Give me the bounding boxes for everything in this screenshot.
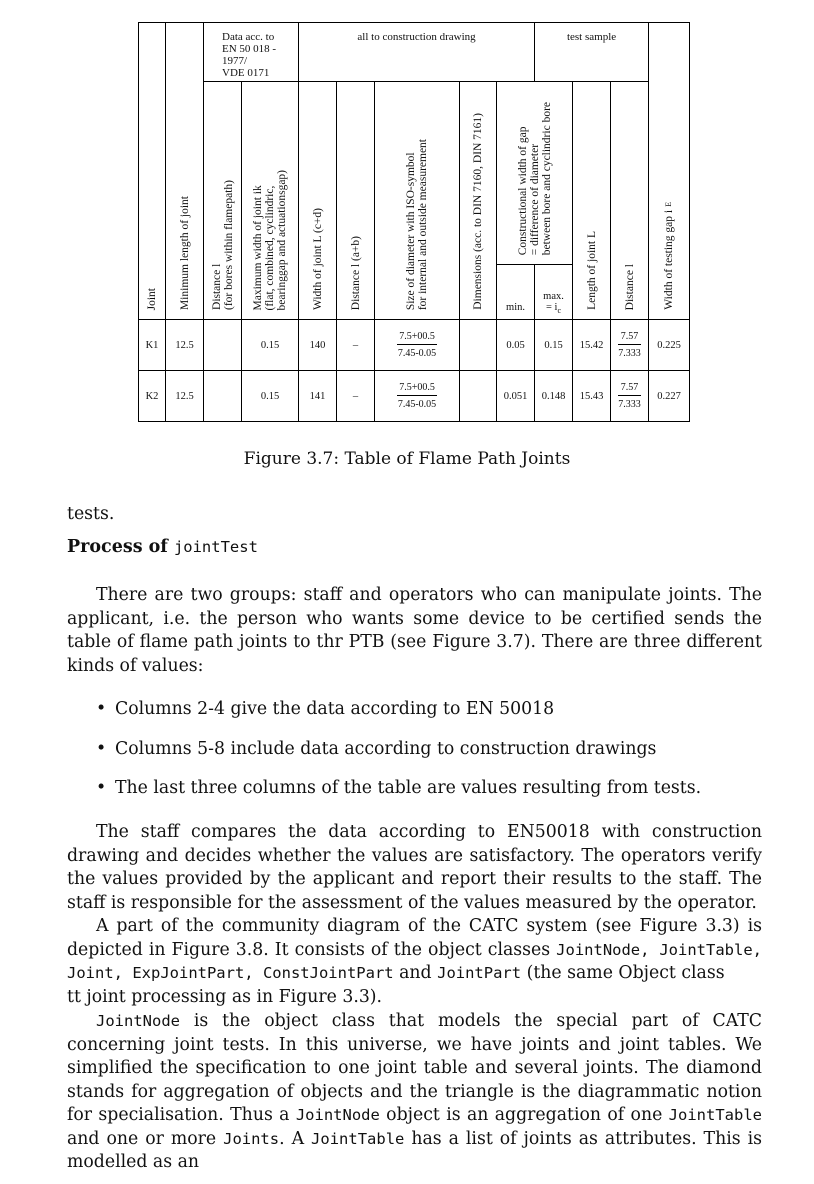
header-distance-ab: Distance l (a+b) — [337, 82, 375, 320]
cell-max-width: 0.15 — [242, 371, 299, 422]
header-min-length: Minimum length of joint — [166, 23, 204, 320]
paragraph-groups: There are two groups: staff and operators who can manipulate joints. The applicant, i.e. the person who wants some device to be certified sends the table of flame path joints to thr PTB (see Figure 3.7). There are three different kinds of values: — [67, 585, 762, 676]
cell-width-joint: 141 — [299, 371, 337, 422]
values-bullet-list — [96, 698, 776, 817]
header-min: min. — [497, 265, 535, 320]
cell-distance-ab: – — [337, 320, 375, 371]
header-distance-l: Distance l (for bores within flamepath) — [204, 82, 242, 320]
cell-min: 0.051 — [497, 371, 535, 422]
header-length-joint: Length of joint L — [573, 82, 611, 320]
flame-path-table-figure — [138, 22, 689, 422]
group-header-test-sample: test sample — [535, 23, 649, 82]
cell-dimensions — [460, 371, 497, 422]
table-row — [139, 371, 690, 422]
cell-min-length: 12.5 — [166, 371, 204, 422]
table-row — [139, 320, 690, 371]
cell-distance-ab: – — [337, 371, 375, 422]
cell-length-joint: 15.43 — [573, 371, 611, 422]
bullet-icon: • — [96, 778, 107, 798]
cell-distance-l — [204, 320, 242, 371]
cell-joint: K2 — [139, 371, 166, 422]
list-item: • Columns 2-4 give the data according to EN 50018 — [96, 699, 555, 719]
flame-path-joints-table — [138, 22, 690, 422]
cell-width-testing: 0.225 — [649, 320, 690, 371]
paragraph-jointnode: JointNode is the object class that models the special part of CATC concerning joint tests. In this universe, we have joints and joint tables. We simplified the specification to one joint table and several joints. The diamond stands for aggregation of objects and the triangle is the diagrammatic notion for specialisation. Thus a JointNode object is an aggregation of one JointTable and one or more Joints. A JointTable has a list of joints as attributes. This is modelled as an — [67, 1011, 762, 1172]
cell-width-joint: 140 — [299, 320, 337, 371]
cell-distance-test: $\frac{7.57}{7.333}$ — [611, 371, 649, 422]
cell-width-testing: 0.227 — [649, 371, 690, 422]
cell-max-width: 0.15 — [242, 320, 299, 371]
group-header-construction: all to construction drawing — [299, 23, 535, 82]
list-item: • The last three columns of the table are values resulting from tests. — [96, 778, 702, 798]
header-max: max. = $i_c$ — [535, 265, 573, 320]
cell-min-length: 12.5 — [166, 320, 204, 371]
header-width-testing-gap: Width of testing gap $i_E$ — [649, 23, 690, 320]
group-header-en50018: Data acc. to EN 50 018 - 1977/ VDE 0171 — [204, 23, 299, 82]
cell-length-joint: 15.42 — [573, 320, 611, 371]
header-distance-test: Distance l — [611, 82, 649, 320]
cell-size-diameter: $\frac{7.5+00.5}{7.45-0.05}$ — [375, 320, 460, 371]
cell-joint: K1 — [139, 320, 166, 371]
cell-distance-test: $\frac{7.57}{7.333}$ — [611, 320, 649, 371]
header-dimensions: Dimensions (acc. to DIN 7160, DIN 7161) — [460, 82, 497, 320]
header-max-width: Maximum width of joint ik (flat, combined, cyclindric, bearinggap and actuationsgap) — [242, 82, 299, 320]
header-size-diameter: Size of diameter with ISO-symbol for internal and outside measurement — [375, 82, 460, 320]
cell-max: 0.15 — [535, 320, 573, 371]
list-item: • Columns 5-8 include data according to construction drawings — [96, 738, 657, 759]
cell-size-diameter: $\frac{7.5+00.5}{7.45-0.05}$ — [375, 371, 460, 422]
bullet-icon: • — [96, 699, 107, 719]
section-heading-code: jointTest — [173, 538, 258, 556]
figure-caption: Figure 3.7: Table of Flame Path Joints — [243, 449, 571, 469]
cell-distance-l — [204, 371, 242, 422]
paragraph-staff: The staff compares the data according to EN50018 with construction drawing and decides whether the values are satisfactory. The operators verify the values provided by the applicant and report their results to the staff. The staff is responsible for the assessment of the values measured by the operator. — [67, 822, 762, 913]
cell-max: 0.148 — [535, 371, 573, 422]
header-width-joint: Width of joint L (c+d) — [299, 82, 337, 320]
header-constructional-width: Constructional width of gap = difference of diameter between bore and cyclindric bore — [497, 82, 573, 265]
paragraph-community-diagram: A part of the community diagram of the CATC system (see Figure 3.3) is depicted in Figure 3.8. It consists of the object classes JointNode, JointTable, Joint, ExpJointPart, ConstJointPart and JointPart (the same Object class tt joint processing as in Figure 3.3). — [67, 916, 762, 1007]
cell-dimensions — [460, 320, 497, 371]
header-joint: Joint — [139, 23, 166, 320]
section-heading-text: Process of — [67, 537, 174, 557]
tests-continuation: tests. — [67, 504, 115, 524]
cell-min: 0.05 — [497, 320, 535, 371]
bullet-icon: • — [96, 738, 107, 759]
section-heading — [67, 537, 258, 557]
